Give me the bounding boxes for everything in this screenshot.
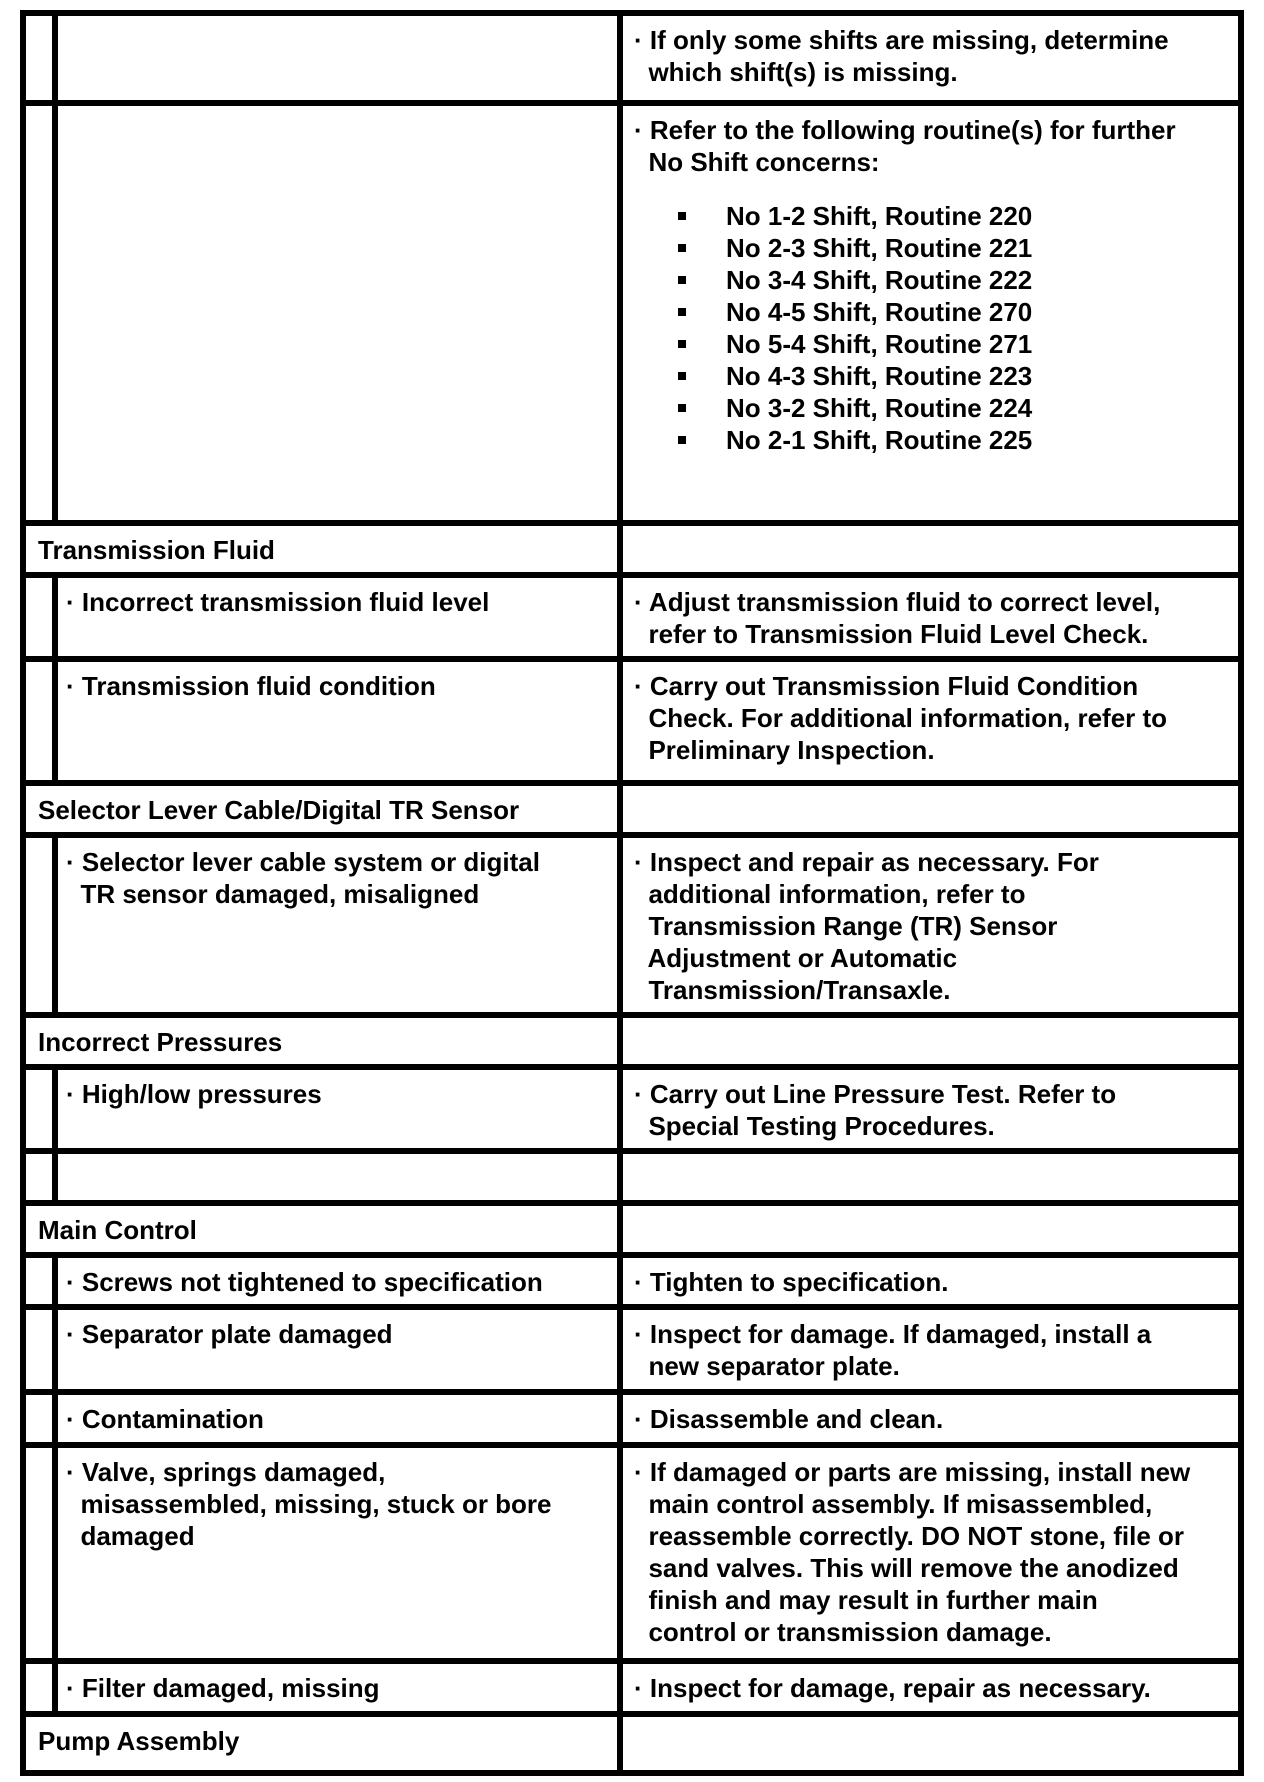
action-text: · Adjust transmission fluid to correct level, (634, 587, 1161, 617)
condition-cell (52, 1252, 623, 1310)
condition-cell (52, 572, 623, 662)
routine-label: No 5-4 Shift, Routine 271 (726, 329, 1033, 359)
section-header-cell (20, 1012, 623, 1070)
action-text: Adjustment or Automatic (634, 943, 958, 973)
bullet-square-icon (678, 308, 686, 316)
condition-cell (52, 832, 623, 1018)
condition-text: · Filter damaged, missing (66, 1673, 380, 1703)
action-cell (617, 520, 1244, 578)
condition-text: · Separator plate damaged (66, 1319, 393, 1349)
action-cell (617, 1711, 1244, 1776)
condition-text: · High/low pressures (66, 1079, 322, 1109)
bullet-square-icon (678, 404, 686, 412)
bullet-square-icon (678, 436, 686, 444)
condition-cell (52, 1064, 623, 1154)
action-cell (617, 656, 1244, 786)
action-cell (617, 1442, 1244, 1664)
condition-cell (52, 1389, 623, 1448)
section-title: Selector Lever Cable/Digital TR Sensor (38, 795, 520, 825)
action-text: Preliminary Inspection. (634, 735, 935, 765)
routine-label: No 3-4 Shift, Routine 222 (726, 265, 1033, 295)
section-header-cell (20, 780, 623, 838)
bullet-square-icon (678, 372, 686, 380)
action-text: Transmission Range (TR) Sensor (634, 911, 1058, 941)
action-text: reassemble correctly. DO NOT stone, file or (634, 1521, 1185, 1551)
action-cell (617, 1252, 1244, 1310)
condition-text: damaged (66, 1521, 195, 1551)
action-cell (617, 1012, 1244, 1070)
condition-text: · Selector lever cable system or digital (66, 847, 540, 877)
condition-text: · Contamination (66, 1404, 264, 1434)
action-cell (617, 1389, 1244, 1448)
bullet-square-icon (678, 276, 686, 284)
bullet-square-icon (678, 244, 686, 252)
action-text: · Carry out Transmission Fluid Condition (634, 671, 1139, 701)
action-text: · Inspect for damage, repair as necessary. (634, 1673, 1151, 1703)
condition-cell (52, 1304, 623, 1395)
condition-cell (52, 656, 623, 786)
action-text: which shift(s) is missing. (634, 57, 958, 87)
action-cell (617, 1064, 1244, 1154)
action-text: Special Testing Procedures. (634, 1111, 995, 1141)
action-text: · If only some shifts are missing, determine (634, 25, 1169, 55)
routine-label: No 4-5 Shift, Routine 270 (726, 297, 1033, 327)
routine-label: No 3-2 Shift, Routine 224 (726, 393, 1033, 423)
condition-text: · Incorrect transmission fluid level (66, 587, 490, 617)
condition-text: · Screws not tightened to specification (66, 1267, 543, 1297)
action-cell (617, 780, 1244, 838)
routine-label: No 2-3 Shift, Routine 221 (726, 233, 1033, 263)
condition-text: · Transmission fluid condition (66, 671, 436, 701)
condition-cell (52, 1442, 623, 1664)
action-text: Transmission/Transaxle. (634, 975, 951, 1005)
action-text: · Tighten to specification. (634, 1267, 949, 1297)
section-header-cell (20, 1711, 623, 1776)
condition-text: misassembled, missing, stuck or bore (66, 1489, 552, 1519)
routine-label: No 1-2 Shift, Routine 220 (726, 201, 1033, 231)
condition-text: TR sensor damaged, misaligned (66, 879, 480, 909)
section-header-cell (20, 1200, 623, 1258)
action-cell (617, 1148, 1244, 1206)
section-title: Transmission Fluid (38, 535, 275, 565)
bullet-square-icon (678, 340, 686, 348)
section-header-cell (20, 520, 623, 578)
condition-cell (52, 10, 623, 106)
action-cell (617, 1200, 1244, 1258)
action-text: · Inspect for damage. If damaged, install a (634, 1319, 1152, 1349)
action-text: main control assembly. If misassembled, (634, 1489, 1153, 1519)
action-text: · Refer to the following routine(s) for further (634, 115, 1176, 145)
action-text: sand valves. This will remove the anodized (634, 1553, 1179, 1583)
action-text: additional information, refer to (634, 879, 1026, 909)
action-text: · Inspect and repair as necessary. For (634, 847, 1099, 877)
action-text: control or transmission damage. (634, 1617, 1052, 1647)
action-text: No Shift concerns: (634, 147, 880, 177)
action-text: finish and may result in further main (634, 1585, 1098, 1615)
action-cell (617, 832, 1244, 1018)
section-title: Pump Assembly (38, 1726, 240, 1756)
condition-cell (52, 100, 623, 526)
action-text: Check. For additional information, refer to (634, 703, 1168, 733)
routine-label: No 2-1 Shift, Routine 225 (726, 425, 1033, 455)
action-text: · Disassemble and clean. (634, 1404, 944, 1434)
condition-text: · Valve, springs damaged, (66, 1457, 386, 1487)
routine-label: No 4-3 Shift, Routine 223 (726, 361, 1033, 391)
action-text: · Carry out Line Pressure Test. Refer to (634, 1079, 1117, 1109)
section-title: Incorrect Pressures (38, 1027, 283, 1057)
action-text: refer to Transmission Fluid Level Check. (634, 619, 1149, 649)
action-cell (617, 572, 1244, 662)
section-title: Main Control (38, 1215, 197, 1245)
action-cell (617, 1304, 1244, 1395)
condition-cell (52, 1658, 623, 1717)
action-cell (617, 1658, 1244, 1717)
action-cell (617, 100, 1244, 526)
action-cell (617, 10, 1244, 106)
bullet-square-icon (678, 212, 686, 220)
action-text: new separator plate. (634, 1351, 900, 1381)
condition-cell (52, 1148, 623, 1206)
action-text: · If damaged or parts are missing, install new (634, 1457, 1191, 1487)
